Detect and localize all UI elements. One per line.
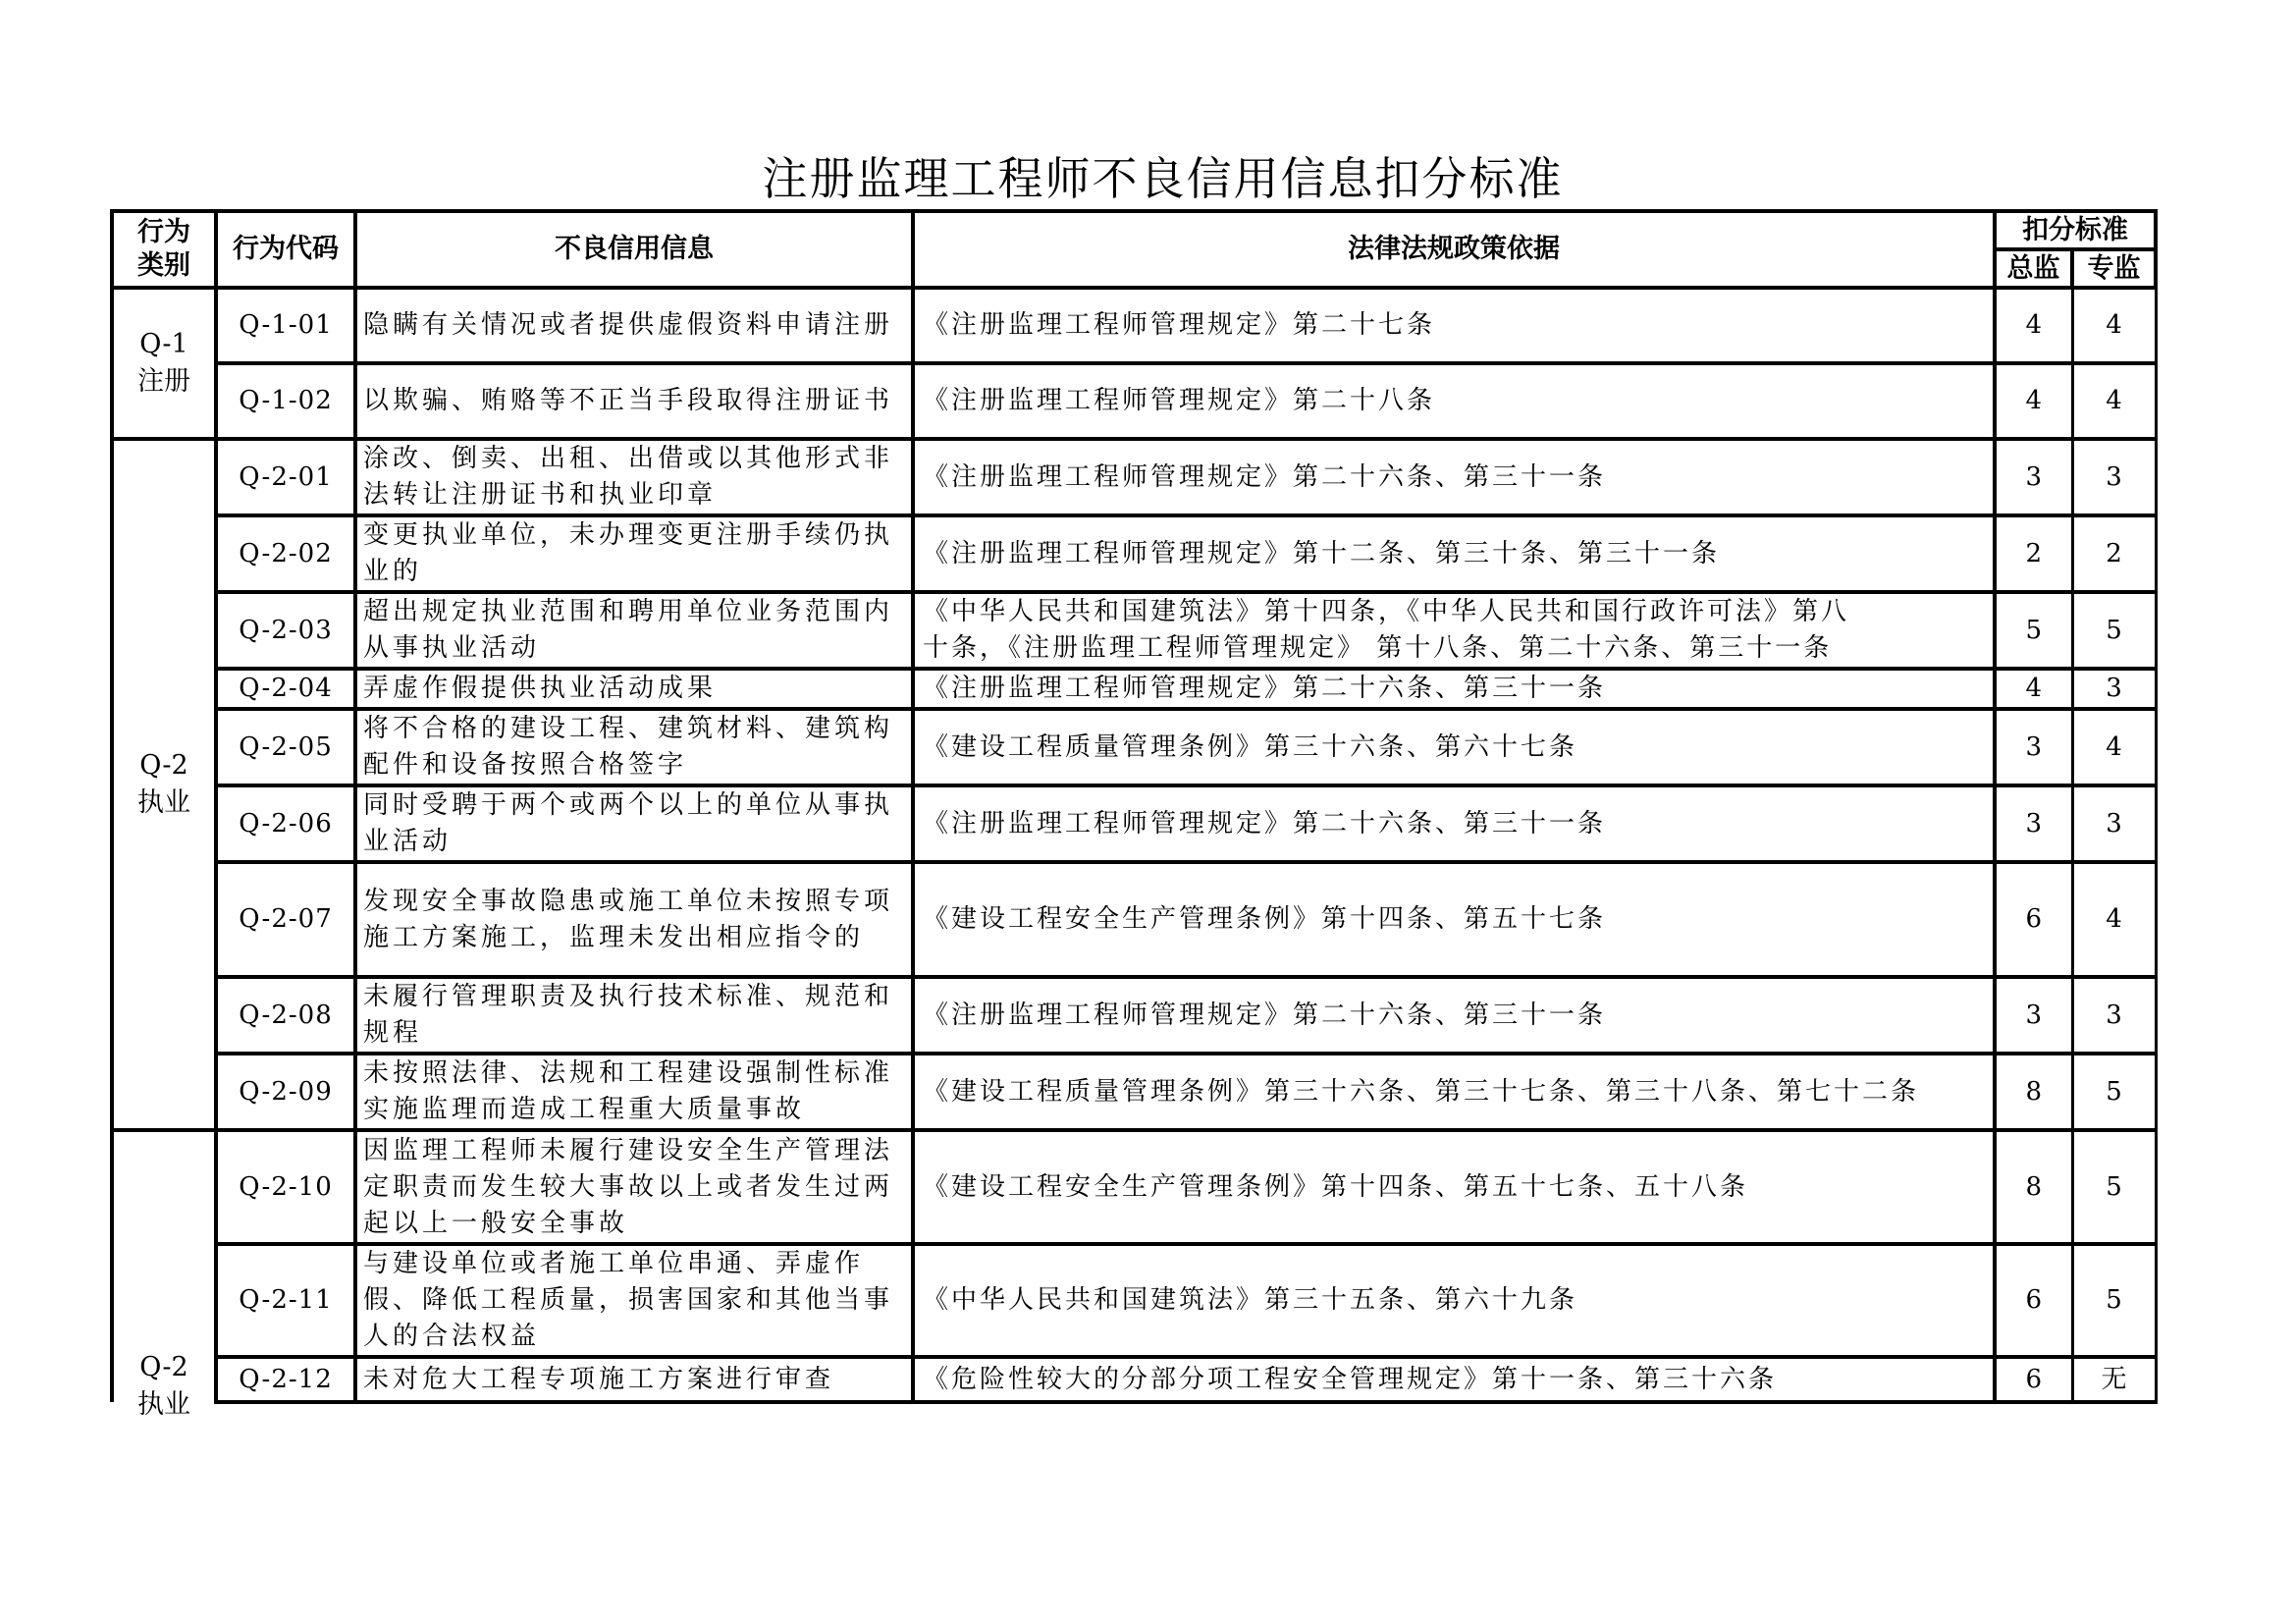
behavior-code: Q-1-02: [216, 363, 355, 439]
legal-basis: 《注册监理工程师管理规定》第二十六条、第三十一条: [913, 977, 1995, 1054]
score-specialist: 5: [2072, 1244, 2156, 1357]
header-category: [112, 211, 216, 288]
score-chief: 8: [1995, 1130, 2072, 1244]
category-code: Q-1: [139, 329, 188, 359]
score-specialist: 4: [2072, 709, 2156, 785]
score-specialist: 3: [2072, 977, 2156, 1054]
document-title: 注册监理工程师不良信用信息扣分标准: [762, 152, 1564, 205]
legal-basis: 《建设工程安全生产管理条例》第十四条、第五十七条、五十八条: [913, 1130, 1995, 1244]
legal-basis: 《注册监理工程师管理规定》第二十六条、第三十一条: [913, 785, 1995, 862]
bad-credit-info: 发现安全事故隐患或施工单位未按照专项施工方案施工，监理未发出相应指令的: [355, 862, 913, 977]
table-row: [112, 439, 2156, 515]
score-specialist: 4: [2072, 862, 2156, 977]
behavior-code: Q-2-06: [216, 785, 355, 862]
table-row: [112, 669, 2156, 709]
score-specialist: 3: [2072, 439, 2156, 515]
behavior-code: Q-2-05: [216, 709, 355, 785]
score-chief: 6: [1995, 1244, 2072, 1357]
table-row: [112, 515, 2156, 592]
behavior-code: Q-2-03: [216, 592, 355, 669]
table-row: [112, 1357, 2156, 1402]
behavior-code: Q-2-11: [216, 1244, 355, 1357]
legal-basis: 《危险性较大的分部分项工程安全管理规定》第十一条、第三十六条: [913, 1357, 1995, 1402]
legal-basis: 《中华人民共和国建筑法》第十四条，《中华人民共和国行政许可法》第八十条，《注册监理工程师管理规定》 第十八条、第二十六条、第三十一条: [913, 592, 1995, 669]
score-specialist: 无: [2072, 1357, 2156, 1402]
score-specialist: 5: [2072, 592, 2156, 669]
header-score-specialist: 专监: [2072, 249, 2156, 288]
behavior-code: Q-2-01: [216, 439, 355, 515]
score-chief: 8: [1995, 1054, 2072, 1130]
legal-basis: 《中华人民共和国建筑法》第三十五条、第六十九条: [913, 1244, 1995, 1357]
behavior-code: Q-2-08: [216, 977, 355, 1054]
header-code: 行为代码: [216, 211, 355, 288]
table-row: [112, 862, 2156, 977]
behavior-code: Q-2-12: [216, 1357, 355, 1402]
score-chief: 3: [1995, 439, 2072, 515]
table-row: [112, 1130, 2156, 1244]
bad-credit-info: 弄虚作假提供执业活动成果: [355, 669, 913, 709]
table-row: [112, 288, 2156, 363]
score-chief: 5: [1995, 592, 2072, 669]
category-code: Q-2: [139, 1352, 188, 1382]
score-chief: 4: [1995, 288, 2072, 363]
behavior-code: Q-2-07: [216, 862, 355, 977]
header-score-chief: 总监: [1995, 249, 2072, 288]
score-specialist: 4: [2072, 363, 2156, 439]
legal-basis: 《注册监理工程师管理规定》第十二条、第三十条、第三十一条: [913, 515, 1995, 592]
legal-basis: 《建设工程质量管理条例》第三十六条、第三十七条、第三十八条、第七十二条: [913, 1054, 1995, 1130]
bad-credit-info: 与建设单位或者施工单位串通、弄虚作假、降低工程质量，损害国家和其他当事人的合法权益: [355, 1244, 913, 1357]
bad-credit-info: 变更执业单位，未办理变更注册手续仍执业的: [355, 515, 913, 592]
table-row: [112, 709, 2156, 785]
deduction-standard-table: [110, 209, 2158, 1420]
legal-basis: 《注册监理工程师管理规定》第二十八条: [913, 363, 1995, 439]
score-chief: 3: [1995, 709, 2072, 785]
bad-credit-info: 涂改、倒卖、出租、出借或以其他形式非法转让注册证书和执业印章: [355, 439, 913, 515]
deduction-table-container: [110, 209, 2154, 1420]
score-specialist: 5: [2072, 1130, 2156, 1244]
category-cell: [112, 288, 216, 439]
table-row: [112, 785, 2156, 862]
table-row: [112, 1244, 2156, 1357]
category-code: Q-2: [139, 750, 188, 781]
score-chief: 6: [1995, 862, 2072, 977]
score-specialist: 4: [2072, 288, 2156, 363]
behavior-code: Q-2-04: [216, 669, 355, 709]
score-specialist: 3: [2072, 669, 2156, 709]
bad-credit-info: 隐瞒有关情况或者提供虚假资料申请注册: [355, 288, 913, 363]
score-chief: 2: [1995, 515, 2072, 592]
bad-credit-info: 未按照法律、法规和工程建设强制性标准实施监理而造成工程重大质量事故: [355, 1054, 913, 1130]
table-row: [112, 977, 2156, 1054]
score-chief: 6: [1995, 1357, 2072, 1402]
bad-credit-info: 未对危大工程专项施工方案进行审查: [355, 1357, 913, 1402]
bad-credit-info: 将不合格的建设工程、建筑材料、建筑构配件和设备按照合格签字: [355, 709, 913, 785]
score-specialist: 2: [2072, 515, 2156, 592]
behavior-code: Q-2-09: [216, 1054, 355, 1130]
legal-basis: 《建设工程质量管理条例》第三十六条、第六十七条: [913, 709, 1995, 785]
table-row: [112, 592, 2156, 669]
score-chief: 3: [1995, 785, 2072, 862]
header-category-line2: 类别: [137, 250, 190, 281]
score-chief: 3: [1995, 977, 2072, 1054]
legal-basis: 《注册监理工程师管理规定》第二十六条、第三十一条: [913, 439, 1995, 515]
behavior-code: Q-1-01: [216, 288, 355, 363]
category-name: 注册: [137, 366, 190, 397]
legal-basis: 《建设工程安全生产管理条例》第十四条、第五十七条: [913, 862, 1995, 977]
bad-credit-info: 因监理工程师未履行建设安全生产管理法定职责而发生较大事故以上或者发生过两起以上一般安全事故: [355, 1130, 913, 1244]
legal-basis: 《注册监理工程师管理规定》第二十六条、第三十一条: [913, 669, 1995, 709]
category-name: 执业: [137, 1389, 190, 1420]
category-cell: [112, 1130, 216, 1420]
header-category-line1: 行为: [137, 217, 190, 247]
category-name: 执业: [137, 787, 190, 818]
bad-credit-info: 同时受聘于两个或两个以上的单位从事执业活动: [355, 785, 913, 862]
header-info: 不良信用信息: [355, 211, 913, 288]
score-specialist: 3: [2072, 785, 2156, 862]
table-row: [112, 363, 2156, 439]
behavior-code: Q-2-02: [216, 515, 355, 592]
score-chief: 4: [1995, 669, 2072, 709]
table-row: [112, 1054, 2156, 1130]
bad-credit-info: 以欺骗、贿赂等不正当手段取得注册证书: [355, 363, 913, 439]
legal-basis: 《注册监理工程师管理规定》第二十七条: [913, 288, 1995, 363]
bad-credit-info: 超出规定执业范围和聘用单位业务范围内从事执业活动: [355, 592, 913, 669]
score-chief: 4: [1995, 363, 2072, 439]
header-law: 法律法规政策依据: [913, 211, 1995, 288]
header-score: 扣分标准: [1995, 211, 2156, 249]
score-specialist: 5: [2072, 1054, 2156, 1130]
category-cell: [112, 439, 216, 1130]
behavior-code: Q-2-10: [216, 1130, 355, 1244]
bad-credit-info: 未履行管理职责及执行技术标准、规范和规程: [355, 977, 913, 1054]
